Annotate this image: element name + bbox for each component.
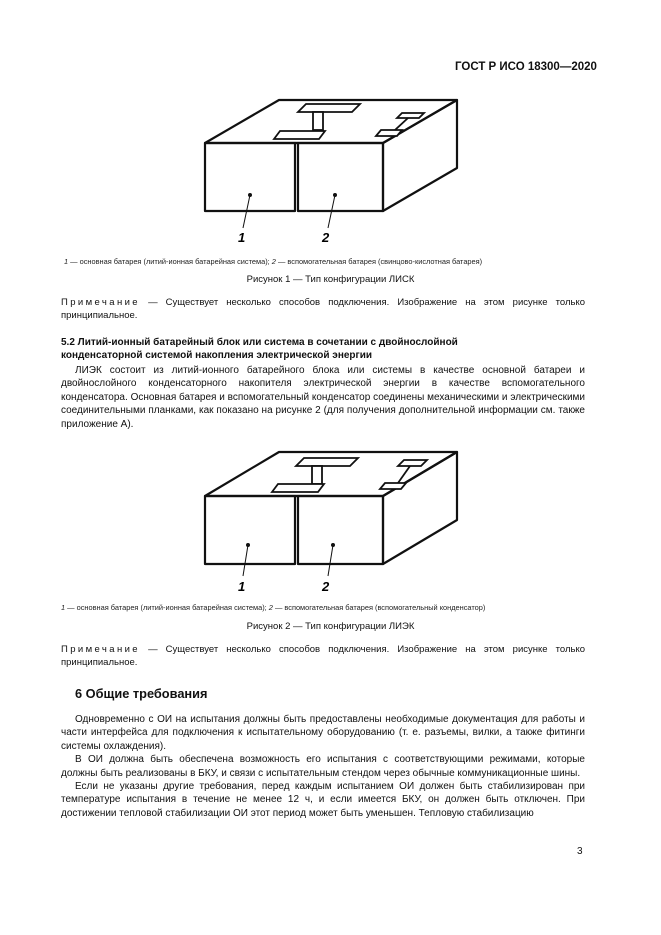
figure-1-legend: 1 — основная батарея (литий-ионная батарейная система); 2 — вспомогательная батарея (свинцово-кислотная батарея) [64,257,483,266]
figure-2-label-1: 1 [238,579,246,594]
connector-plate-top [296,458,358,466]
legend-num-2: 2 [268,603,273,612]
terminal-right-top [397,113,424,118]
legend-num-2: 2 [271,257,276,266]
figure-2-battery-diagram [0,445,661,595]
section-5-2-body: ЛИЭК состоит из литий-ионного батарейного блока или системы в качестве основной батареи и двойнослойного конденсаторного накопителя электрической энергии в качестве вспомогательного конденсатора. Основная батарея и вспомогательный конденсатор соединены механическими и электрическими соединительными планками, как показано на рисунке 2 (для получения дополнительной информации см. также приложение А). [61,365,585,430]
section-6-body [61,713,585,820]
main-battery-face [205,143,295,211]
note-1-label: Примечание [61,297,140,308]
terminal-right-bottom [376,130,402,136]
connector-plate-top [298,104,360,112]
legend-num-1: 1 [61,603,66,612]
figure-1-label-1: 1 [238,230,246,245]
section-6-heading: 6 Общие требования [75,686,208,701]
paragraph-2: В ОИ должна быть обеспечена возможность его испытания с соответствующими режимами, которые должны быть реализованы в БКУ, и связи с испытательным стендом через обычные коммуникационные шины. [61,754,585,779]
aux-capacitor-face [298,496,383,564]
figure-1-battery-diagram [0,95,661,245]
paragraph-3: Если не указаны другие требования, перед каждым испытанием ОИ должен быть стабилизирован при температуре испытания в течение не менее 12 ч, и если имеется БКУ, он должен быть отключен. При достижении тепловой стабилизации ОИ этот период может быть уменьшен. Тепловую стабилизацию [61,781,585,819]
document-standard-number: ГОСТ Р ИСО 18300—2020 [455,61,597,73]
paragraph-1: Одновременно с ОИ на испытания должны быть предоставлены необходимые документация для работы и части интерфейса для подключения к испытательному оборудованию (т. е. разъемы, вилки, а также фитинги системы охлаждения). [61,714,585,752]
figure-1-title: Рисунок 1 — Тип конфигурации ЛИСК [246,274,415,285]
figure-1-label-2: 2 [322,230,330,245]
connector-plate-bottom [272,484,324,492]
legend-num-1: 1 [64,257,69,266]
connector-bridge [312,466,322,484]
figure-2-legend: 1 — основная батарея (литий-ионная батарейная система); 2 — вспомогательная батарея (вспомогательный конденсатор) [61,603,486,612]
section-5-2-heading: 5.2 Литий-ионный батарейный блок или система в сочетании с двойнослойной конденсаторной системой накопления электрической энергии [61,337,458,361]
connector-plate-bottom [274,131,325,139]
note-2: Примечание — Существует несколько способов подключения. Изображение на этом рисунке только принципиальное. [61,644,585,668]
figure-2-title: Рисунок 2 — Тип конфигурации ЛИЭК [246,621,415,632]
aux-battery-face [298,143,383,211]
terminal-right-top [398,460,427,466]
note-1: Примечание — Существует несколько способов подключения. Изображение на этом рисунке только принципиальное. [61,297,585,321]
main-battery-face [205,496,295,564]
connector-bridge [313,112,323,130]
terminal-right-bottom [380,483,406,489]
block-right-face [383,452,457,564]
note-2-label: Примечание [61,644,140,655]
page-number: 3 [577,846,583,857]
figure-2-label-2: 2 [322,579,330,594]
